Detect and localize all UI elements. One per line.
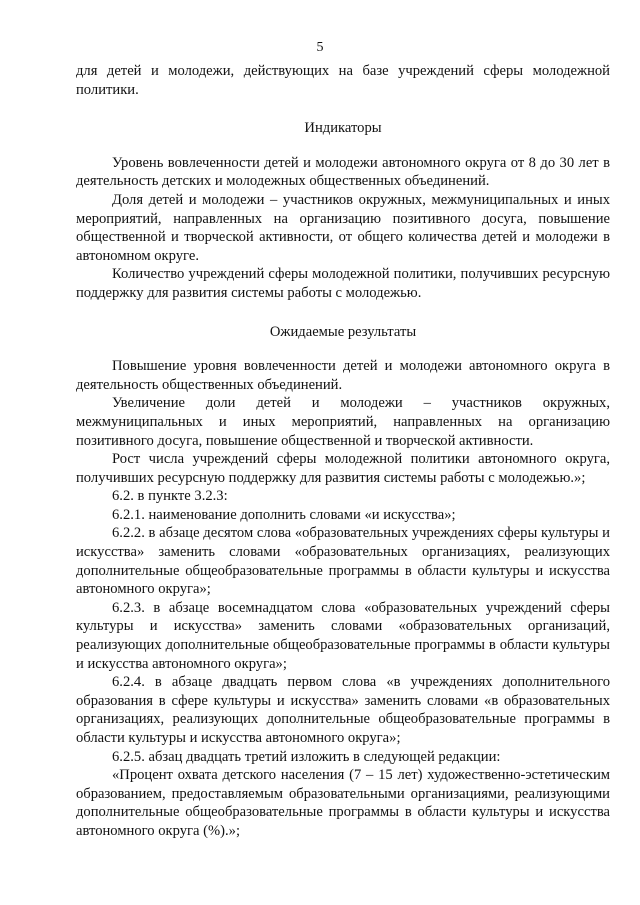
paragraph: 6.2.5. абзац двадцать третий изложить в следующей редакции:: [112, 748, 501, 765]
page-number: 5: [316, 40, 324, 55]
paragraph: Увеличение доли детей и молодежи – участников окружных, межмуниципальных и иных мероприятий, направленных на организацию позитивного досуга, повышение общественной и творческой активности.: [76, 395, 610, 449]
paragraph: Доля детей и молодежи – участников окружных, межмуниципальных и иных мероприятий, направленных на организацию позитивного досуга, повышение общественной и творческой активности, от общего количества детей и молодежи в автономном округе.: [76, 191, 610, 264]
paragraph: 6.2.3. в абзаце восемнадцатом слова «образовательных учреждений сферы культуры и искусства» заменить словами «образовательных организаций, реализующих дополнительные общеобразовательные программы в области культуры и искусства автономного округа»;: [76, 599, 610, 672]
paragraph: «Процент охвата детского населения (7 – 15 лет) художественно-эстетическим образованием, предоставляемым образовательными организациями, реализующими дополнительные общеобразовательные программы в области культуры и искусства автономного округа (%).»;: [76, 767, 610, 839]
paragraph: Рост числа учреждений сферы молодежной политики автономного округа, получивших ресурсную поддержку для развития системы работы с молодежью.»;: [76, 451, 610, 486]
section-heading-expected-results: Ожидаемые результаты: [269, 323, 417, 340]
paragraph: 6.2. в пункте 3.2.3:: [112, 488, 228, 505]
paragraph: 6.2.1. наименование дополнить словами «и искусства»;: [112, 506, 456, 523]
section-heading-indicators: Индикаторы: [304, 120, 382, 137]
document-body: [76, 62, 610, 841]
paragraph: 6.2.2. в абзаце десятом слова «образовательных учреждениях сферы культуры и искусства» заменить словами «образовательных организациях, реализующих дополнительные общеобразовательные программы в области культуры и искусства автономного округа»;: [76, 525, 610, 598]
paragraph: 6.2.4. в абзаце двадцать первом слова «в учреждениях дополнительного образования в сфере культуры и искусства» заменить словами «в образовательных организациях, реализующих дополнительные общеобразовательные программы в области культуры и искусства автономного округа»;: [76, 674, 610, 746]
paragraph: Повышение уровня вовлеченности детей и молодежи автономного округа в деятельность общественных объединений.: [76, 358, 610, 393]
paragraph: Уровень вовлеченности детей и молодежи автономного округа от 8 до 30 лет в деятельность детских и молодежных общественных объединений.: [76, 154, 610, 190]
paragraph: для детей и молодежи, действующих на базе учреждений сферы молодежной политики.: [76, 63, 610, 98]
paragraph: Количество учреждений сферы молодежной политики, получивших ресурсную поддержку для развития системы работы с молодежью.: [76, 266, 610, 301]
